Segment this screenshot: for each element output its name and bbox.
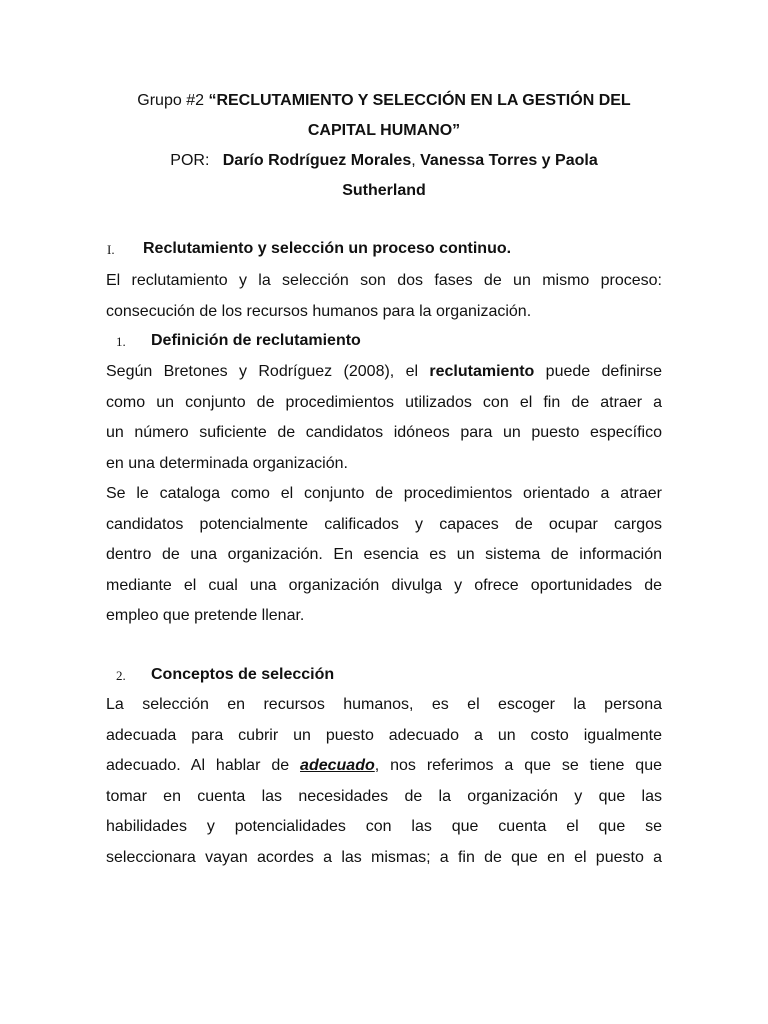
text-run: Según Bretones y Rodríguez (2008), el xyxy=(106,363,430,380)
section-numeral-1: 1. xyxy=(116,334,126,349)
section-numeral-2: 2. xyxy=(116,668,126,683)
paragraph-section-I xyxy=(106,266,662,327)
text-line: habilidades y potencialidades con las que cuenta el que se xyxy=(106,818,662,835)
text-line: La selección en recursos humanos, es el escoger la persona xyxy=(106,696,662,713)
text-line: Se le cataloga como el conjunto de procedimientos orientado a atraer xyxy=(106,485,662,502)
text-line: adecuada para cubrir un puesto adecuado a un costo igualmente xyxy=(106,726,662,744)
text-line: empleo que pretende llenar. xyxy=(106,607,305,624)
title-line-2 xyxy=(100,116,668,146)
title-line-1 xyxy=(100,86,668,116)
authors-line-2 xyxy=(100,176,668,206)
text-line: consecución de los recursos humanos para la organización. xyxy=(106,302,532,320)
text-line: como un conjunto de procedimientos utilizados con el fin de atraer a xyxy=(106,393,662,411)
text-line: tomar en cuenta las necesidades de la organización y que las xyxy=(106,787,662,805)
section-heading-1: Reclutamiento y selección un proceso continuo. xyxy=(143,240,512,257)
section-numeral-roman-1: I. xyxy=(107,242,115,257)
title-text-2: CAPITAL HUMANO” xyxy=(307,122,461,139)
group-label: Grupo #2 xyxy=(137,92,209,109)
author-2: Vanessa Torres y Paola xyxy=(420,152,598,169)
text-line: en una determinada organización. xyxy=(106,454,348,472)
authors-line xyxy=(100,146,668,176)
text-run: adecuado. Al hablar de xyxy=(106,757,301,774)
section-heading-seleccion: Conceptos de selección xyxy=(151,666,335,683)
author-3: Sutherland xyxy=(342,182,426,199)
text-bold-reclutamiento: reclutamiento xyxy=(429,363,535,380)
section-heading-definicion: Definición de reclutamiento xyxy=(151,332,361,349)
text-line: El reclutamiento y la selección son dos fases de un mismo proceso: xyxy=(106,272,662,289)
text-emphasis-adecuado: adecuado xyxy=(300,757,375,774)
text-run: , nos referimos a que se tiene que xyxy=(374,757,662,774)
text-line: candidatos potencialmente calificados y capaces de ocupar cargos xyxy=(106,515,662,533)
title-text-1: “RECLUTAMIENTO Y SELECCIÓN EN LA GESTIÓN DEL xyxy=(208,92,631,109)
text-line: seleccionara vayan acordes a las mismas; a fin de que en el puesto a xyxy=(106,848,662,866)
text-line: dentro de una organización. En esencia es un sistema de información xyxy=(106,546,662,563)
author-1: Darío Rodríguez Morales xyxy=(222,152,412,169)
text-line: mediante el cual una organización divulga y ofrece oportunidades de xyxy=(106,576,662,594)
text-run: puede definirse xyxy=(534,363,663,380)
text-line xyxy=(106,357,662,388)
text-line xyxy=(106,751,662,782)
title-block xyxy=(100,86,668,206)
paragraph-seleccion xyxy=(106,690,662,873)
author-separator: , xyxy=(411,152,416,169)
paragraph-definicion xyxy=(106,357,662,632)
text-line: un número suficiente de candidatos idóneos para un puesto específico xyxy=(106,424,662,441)
por-label: POR: xyxy=(170,152,210,169)
